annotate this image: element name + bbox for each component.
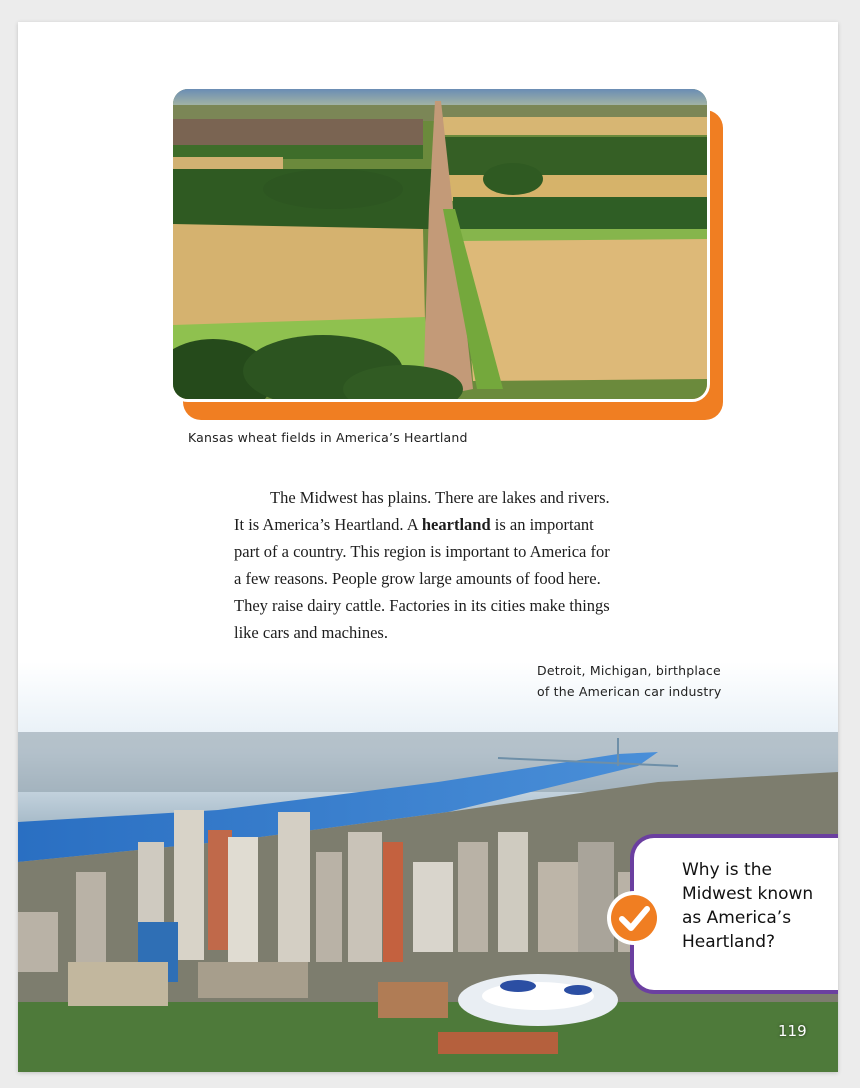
wheat-fields-photo — [170, 86, 710, 402]
body-text-run: It is America’s Heartland. A — [234, 515, 422, 534]
vocab-term: heartland — [421, 515, 491, 534]
body-line: The Midwest has plains. There are lakes and rivers. — [270, 488, 610, 507]
body-line — [234, 511, 674, 538]
page-number: 119 — [778, 1022, 807, 1040]
photo-caption — [537, 660, 721, 702]
photo-caption: Kansas wheat fields in America’s Heartland — [188, 430, 468, 445]
textbook-page — [18, 22, 838, 1072]
caption-line: Detroit, Michigan, birthplace — [537, 663, 721, 678]
body-line: like cars and machines. — [234, 623, 388, 642]
question-line: Why is the — [682, 860, 772, 880]
body-line: part of a country. This region is important to America for — [234, 542, 610, 561]
question-line: Heartland? — [682, 932, 776, 952]
body-line: They raise dairy cattle. Factories in its cities make things — [234, 596, 610, 615]
checkmark-icon — [606, 890, 662, 946]
body-line: a few reasons. People grow large amounts of food here. — [234, 569, 601, 588]
question-line: Midwest known — [682, 884, 814, 904]
question-text — [682, 858, 813, 954]
body-paragraph — [234, 484, 674, 646]
caption-line: of the American car industry — [537, 684, 722, 699]
body-text-run: is an important — [490, 515, 594, 534]
question-line: as America’s — [682, 908, 792, 928]
